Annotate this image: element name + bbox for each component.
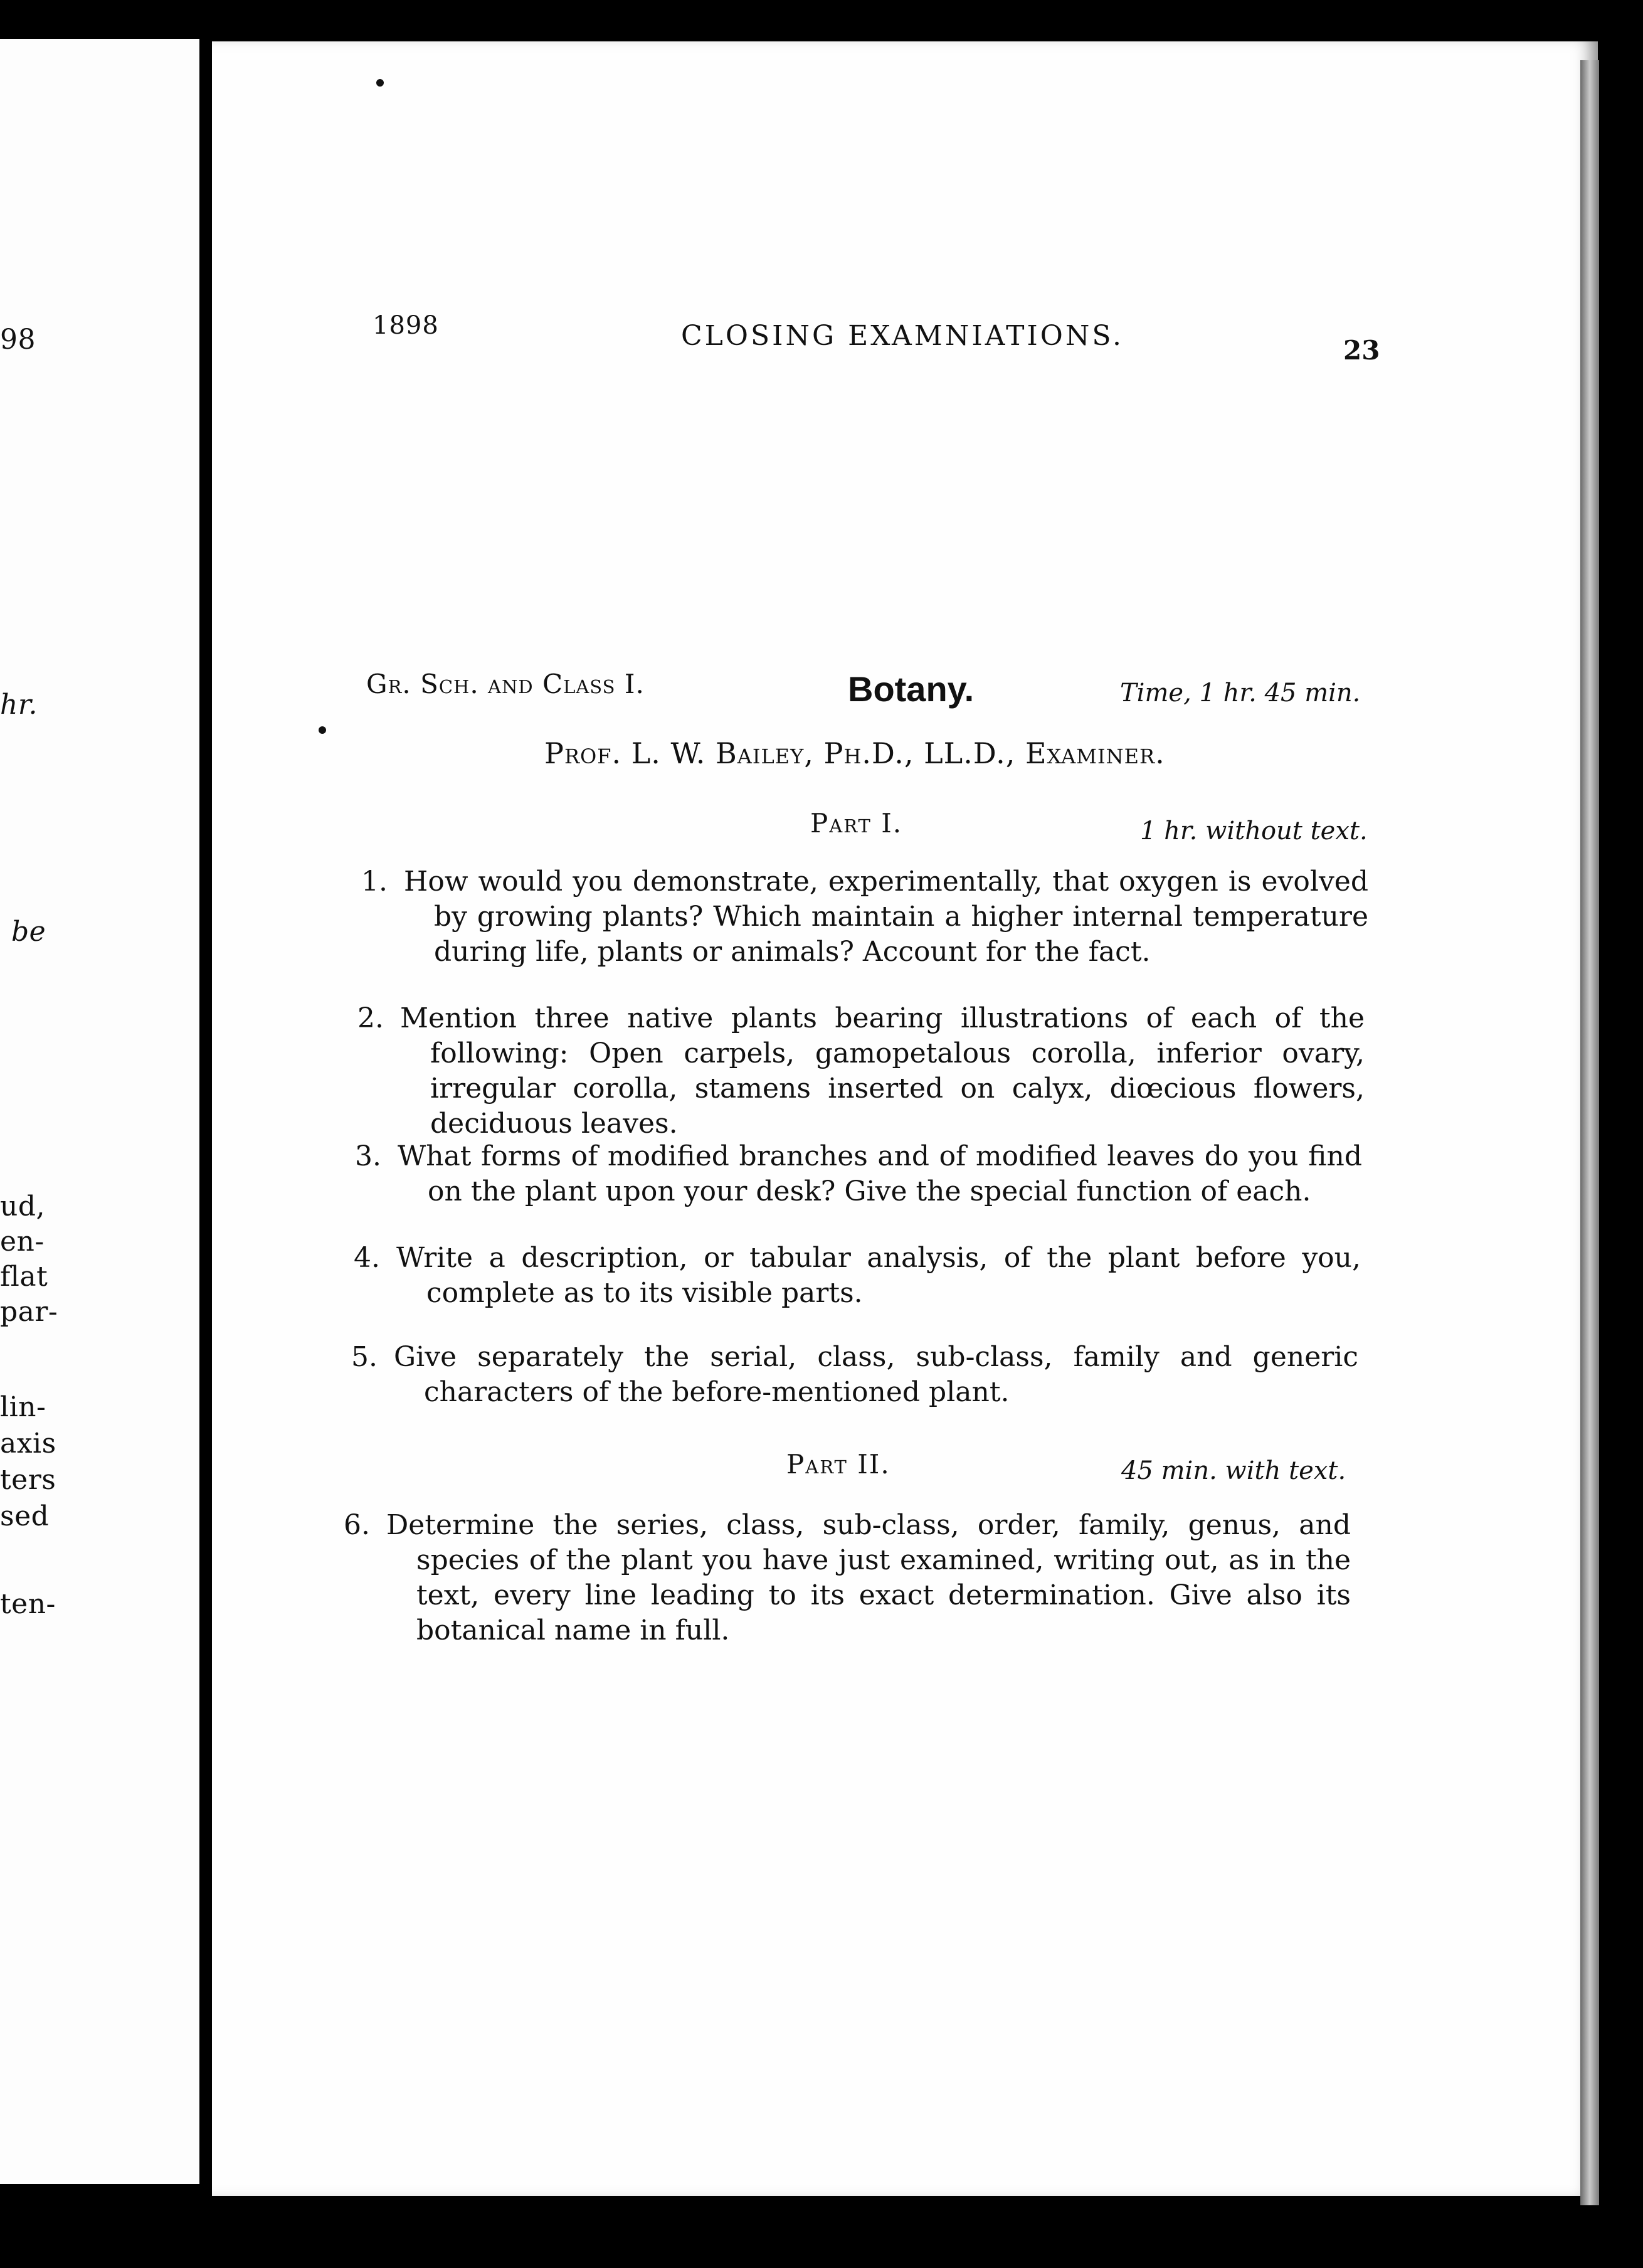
- question-number: 1.: [361, 866, 388, 898]
- question-text: Determine the series, class, sub-class, order, family, genus, and species of the plant you have just examined, writing out, as in the text, every line leading to its exact determination. Give also its botanical name in full.: [386, 1509, 1351, 1646]
- left-page-fragment: sed: [0, 1500, 50, 1532]
- question-text: Write a description, or tabular analysis, of the plant before you, complete as to its visible parts.: [396, 1242, 1361, 1309]
- part-label: Part I.: [810, 808, 903, 839]
- ink-speck: [376, 79, 384, 87]
- left-page-fragment: ters: [0, 1464, 56, 1496]
- left-page-number: 98: [0, 324, 36, 356]
- subject-title: Botany.: [848, 669, 975, 709]
- left-page-fragment: axis: [0, 1428, 56, 1460]
- exam-page: [212, 41, 1598, 2196]
- question-text: Give separately the serial, class, sub-class, family and generic characters of the before-mentioned plant.: [394, 1341, 1358, 1408]
- question-text: How would you demonstrate, experimentally, that oxygen is evolved by growing plants? Which maintain a higher internal temperature during life, plants or animals? Account for the fact.: [404, 866, 1368, 968]
- left-page-fragment: ud,: [0, 1190, 45, 1222]
- time-allowed: Time, 1 hr. 45 min.: [1120, 679, 1361, 707]
- part-note: 1 hr. without text.: [1140, 817, 1368, 845]
- left-page-fragment: en-: [0, 1226, 45, 1258]
- page-edge: [1580, 60, 1599, 2205]
- part-label: Part II.: [786, 1449, 890, 1480]
- question-number: 3.: [355, 1140, 381, 1172]
- question-number: 4.: [354, 1242, 380, 1274]
- left-page-fragment: ten-: [0, 1588, 56, 1620]
- left-page-fragment: flat: [0, 1261, 48, 1293]
- ink-speck: [319, 726, 326, 734]
- question-text: What forms of modified branches and of modified leaves do you find on the plant upon your desk? Give the special function of each.: [398, 1140, 1362, 1207]
- left-page-fragment: be: [11, 916, 46, 948]
- part-note: 45 min. with text.: [1121, 1456, 1346, 1485]
- header-year: 1898: [372, 311, 439, 340]
- left-page-fragment: par-: [0, 1296, 58, 1328]
- question-number: 6.: [344, 1509, 370, 1541]
- class-label: Gr. Sch. and Class I.: [366, 669, 645, 699]
- left-page-fragment: lin-: [0, 1391, 46, 1423]
- question-number: 2.: [357, 1002, 384, 1034]
- page-number: 23: [1343, 335, 1380, 366]
- question-number: 5.: [351, 1341, 378, 1373]
- left-page-fragment: hr.: [0, 689, 38, 721]
- question-text: Mention three native plants bearing illustrations of each of the following: Open carpels, gamopetalous corolla, inferior ovary, irregular corolla, stamens inserted on calyx, diœcious flowers, deciduous leaves.: [400, 1002, 1365, 1140]
- left-adjacent-page: [0, 39, 199, 2184]
- examiner-line: Prof. L. W. Bailey, Ph.D., LL.D., Examiner.: [544, 736, 1165, 770]
- running-title: CLOSING EXAMNIATIONS.: [681, 320, 1124, 352]
